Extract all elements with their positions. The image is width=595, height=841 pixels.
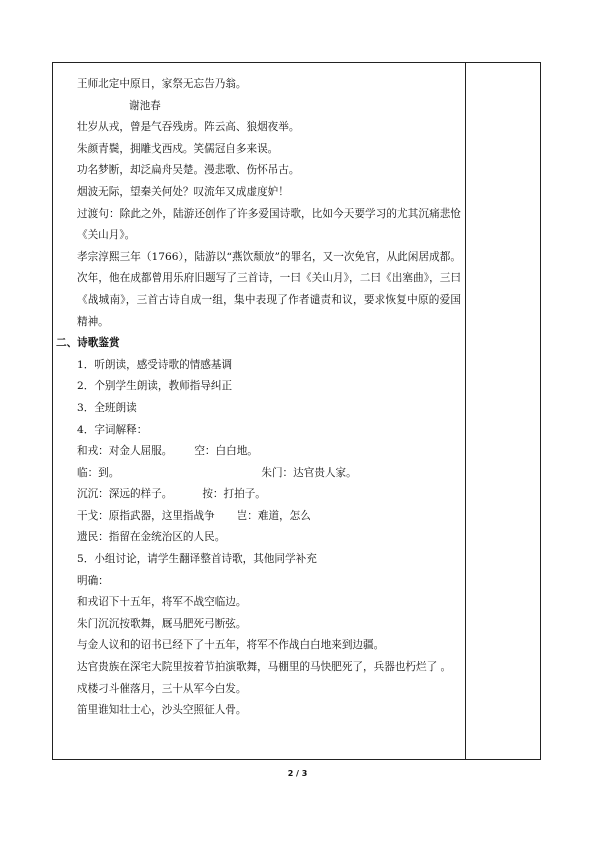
poem-line: 烟波无际，望秦关何处？叹流年又成虚度妒！ — [77, 185, 289, 198]
glossary-term: 岂：难道，怎么 — [236, 509, 311, 522]
glossary-row — [56, 506, 461, 528]
background-paragraph: 孝宗淳熙三年（1766），陆游以“燕饮颓放”的罪名，又一次免官，从此闲居成都。次年，他在成都曾用乐府旧题写了三首诗，一曰《关山月》，二曰《出塞曲》，三曰《战城南》，三首古诗自成一组，集中表现了作者谴责和议，要求恢复中原的爱国精神。 — [77, 250, 461, 328]
poem-line: 壮岁从戎，曾是气吞残虏。阵云高、狼烟夜举。 — [77, 121, 300, 134]
poem-line: 笛里谁知壮士心，沙头空照征人骨。 — [77, 704, 247, 717]
step-item: 4．字词解释： — [77, 423, 148, 436]
poem-line: 朱门沉沉按歌舞，厩马肥死弓断弦。 — [77, 617, 247, 630]
translation-line: 与金人议和的诏书已经下了十五年，将军不作战白白地来到边疆。 — [77, 639, 385, 652]
glossary-row — [56, 484, 461, 506]
poem-line: 和戎诏下十五年，将军不战空临边。 — [77, 596, 247, 609]
step-item: 2．个别学生朗读，教师指导纠正 — [77, 380, 233, 393]
glossary-term: 和戎：对金人屈服。 — [77, 445, 173, 458]
step-item: 1．听朗读，感受诗歌的情感基调 — [77, 358, 233, 371]
glossary-row — [56, 463, 461, 485]
notes-column-divider — [465, 62, 466, 760]
glossary-term: 空：白白地。 — [194, 445, 258, 458]
glossary-term: 临：到。 — [77, 466, 120, 479]
glossary-term: 干戈：原指武器，这里指战争 — [77, 509, 215, 522]
glossary-term: 按：打拍子。 — [202, 488, 266, 501]
glossary-term: 朱门：达官贵人家。 — [261, 466, 357, 479]
glossary-term: 沉沉：深远的样子。 — [77, 488, 173, 501]
translation-line: 达官贵族在深宅大院里按着节拍演歌舞，马棚里的马快肥死了，兵器也朽烂了 。 — [77, 661, 452, 674]
step-item: 3．全班朗读 — [77, 401, 137, 414]
step-item: 5．小组讨论，请学生翻译整首诗歌，其他同学补充 — [77, 553, 317, 566]
poem-line: 王师北定中原日，家祭无忘告乃翁。 — [77, 78, 247, 90]
poem-line: 功名梦断，却泛扁舟吴楚。漫悲歌、伤怀吊古。 — [77, 164, 300, 177]
answer-label: 明确： — [77, 574, 109, 587]
glossary-row — [56, 441, 461, 463]
transition-paragraph: 过渡句：除此之外，陆游还创作了许多爱国诗歌，比如今天要学习的尤其沉痛悲怆《关山月》。 — [77, 207, 461, 242]
poem-line: 朱颜青鬓，拥雕戈西戍。笑儒冠自多来误。 — [77, 142, 279, 155]
page-number: 2 / 3 — [287, 769, 308, 778]
lesson-content — [56, 74, 461, 722]
glossary-item: 遗民：指留在金统治区的人民。 — [77, 531, 226, 544]
poem-line: 戍楼刁斗催落月，三十从军今白发。 — [77, 682, 247, 695]
section-heading: 二、诗歌鉴赏 — [56, 337, 120, 350]
poem-title: 谢池春 — [129, 99, 161, 112]
